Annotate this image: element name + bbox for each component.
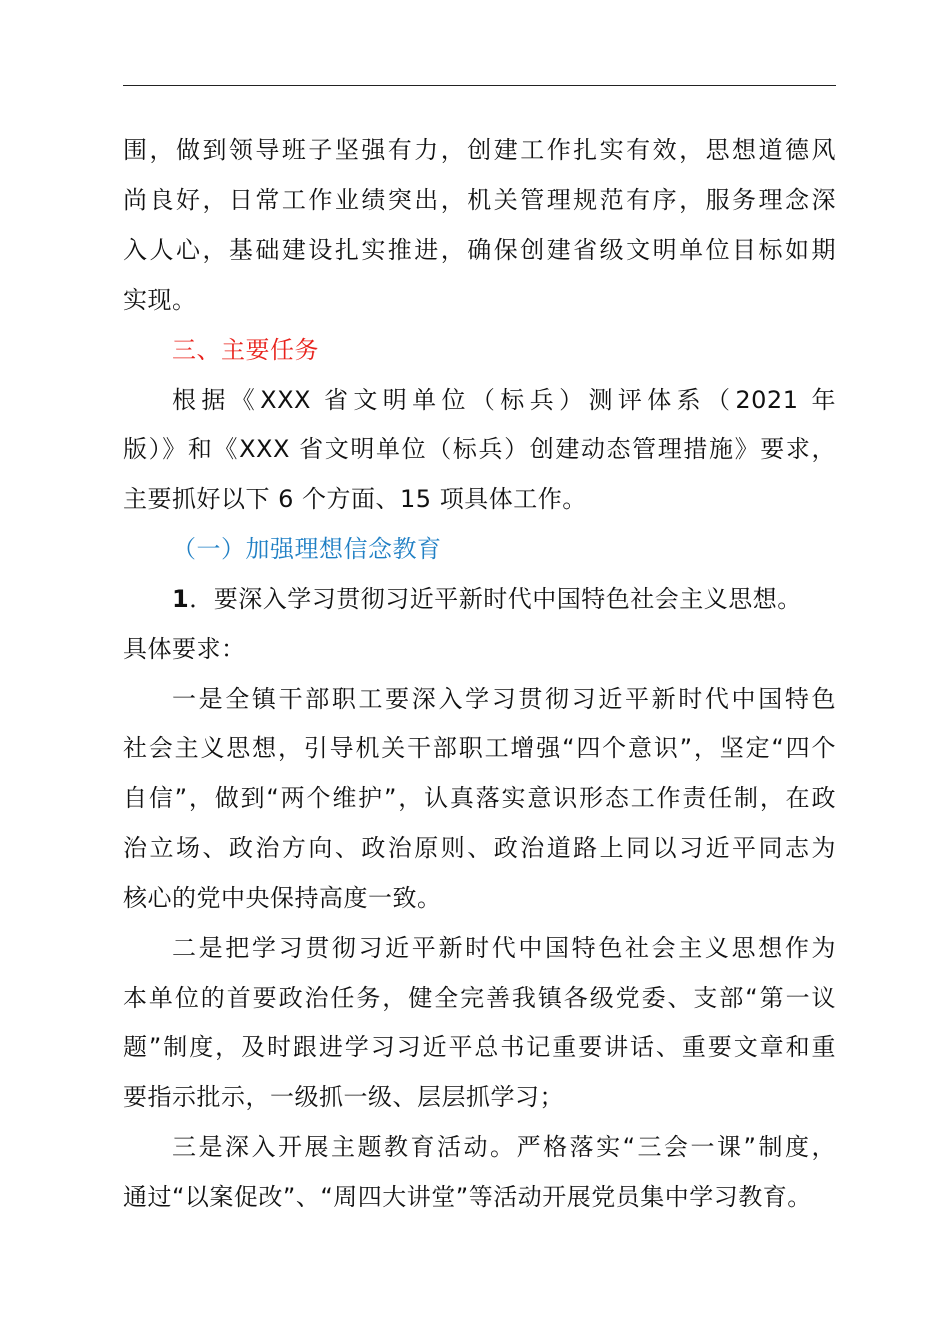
paragraph-line: 主要抓好以下 6 个方面、15 项具体工作。 xyxy=(123,485,587,513)
paragraph-line: 二是把学习贯彻习近平新时代中国特色社会主义思想作为 xyxy=(172,934,836,962)
paragraph-line: 社会主义思想，引导机关干部职工增强“四个意识”，坚定“四个 xyxy=(123,734,836,762)
paragraph-line: 尚良好，日常工作业绩突出，机关管理规范有序，服务理念深 xyxy=(123,186,836,214)
paragraph-line: 要指示批示，一级抓一级、层层抓学习； xyxy=(123,1083,564,1111)
paragraph-line: 通过“以案促改”、“周四大讲堂”等活动开展党员集中学习教育。 xyxy=(123,1183,812,1211)
item-number: 1 xyxy=(172,585,190,613)
paragraph-line: 围，做到领导班子坚强有力，创建工作扎实有效，思想道德风 xyxy=(123,136,836,164)
paragraph-line: 本单位的首要政治任务，健全完善我镇各级党委、支部“第一议 xyxy=(123,984,836,1012)
paragraph-line: 自信”，做到“两个维护”，认真落实意识形态工作责任制，在政 xyxy=(123,784,836,812)
paragraph-line: 入人心，基础建设扎实推进，确保创建省级文明单位目标如期 xyxy=(123,236,836,264)
paragraph-line: 三是深入开展主题教育活动。严格落实“三会一课”制度， xyxy=(172,1133,836,1161)
paragraph-line: 核心的党中央保持高度一致。 xyxy=(123,884,442,912)
paragraph-line: 根据《XXX 省文明单位（标兵）测评体系（2021 年 xyxy=(172,386,836,414)
item-heading-text: ．要深入学习贯彻习近平新时代中国特色社会主义思想。 xyxy=(189,585,802,613)
section-heading: 三、主要任务 xyxy=(172,336,319,364)
paragraph-line: 一是全镇干部职工要深入学习贯彻习近平新时代中国特色 xyxy=(172,685,836,713)
header-rule xyxy=(123,85,836,86)
paragraph-line: 题”制度，及时跟进学习习近平总书记重要讲话、重要文章和重 xyxy=(123,1033,836,1061)
paragraph-line: 治立场、政治方向、政治原则、政治道路上同以习近平同志为 xyxy=(123,834,836,862)
paragraph-line: 版）》和《XXX 省文明单位（标兵）创建动态管理措施》要求， xyxy=(123,435,836,463)
subsection-heading: （一）加强理想信念教育 xyxy=(172,535,442,563)
paragraph-line: 实现。 xyxy=(123,286,197,314)
item-heading xyxy=(172,582,836,616)
paragraph-line: 具体要求： xyxy=(123,635,246,663)
